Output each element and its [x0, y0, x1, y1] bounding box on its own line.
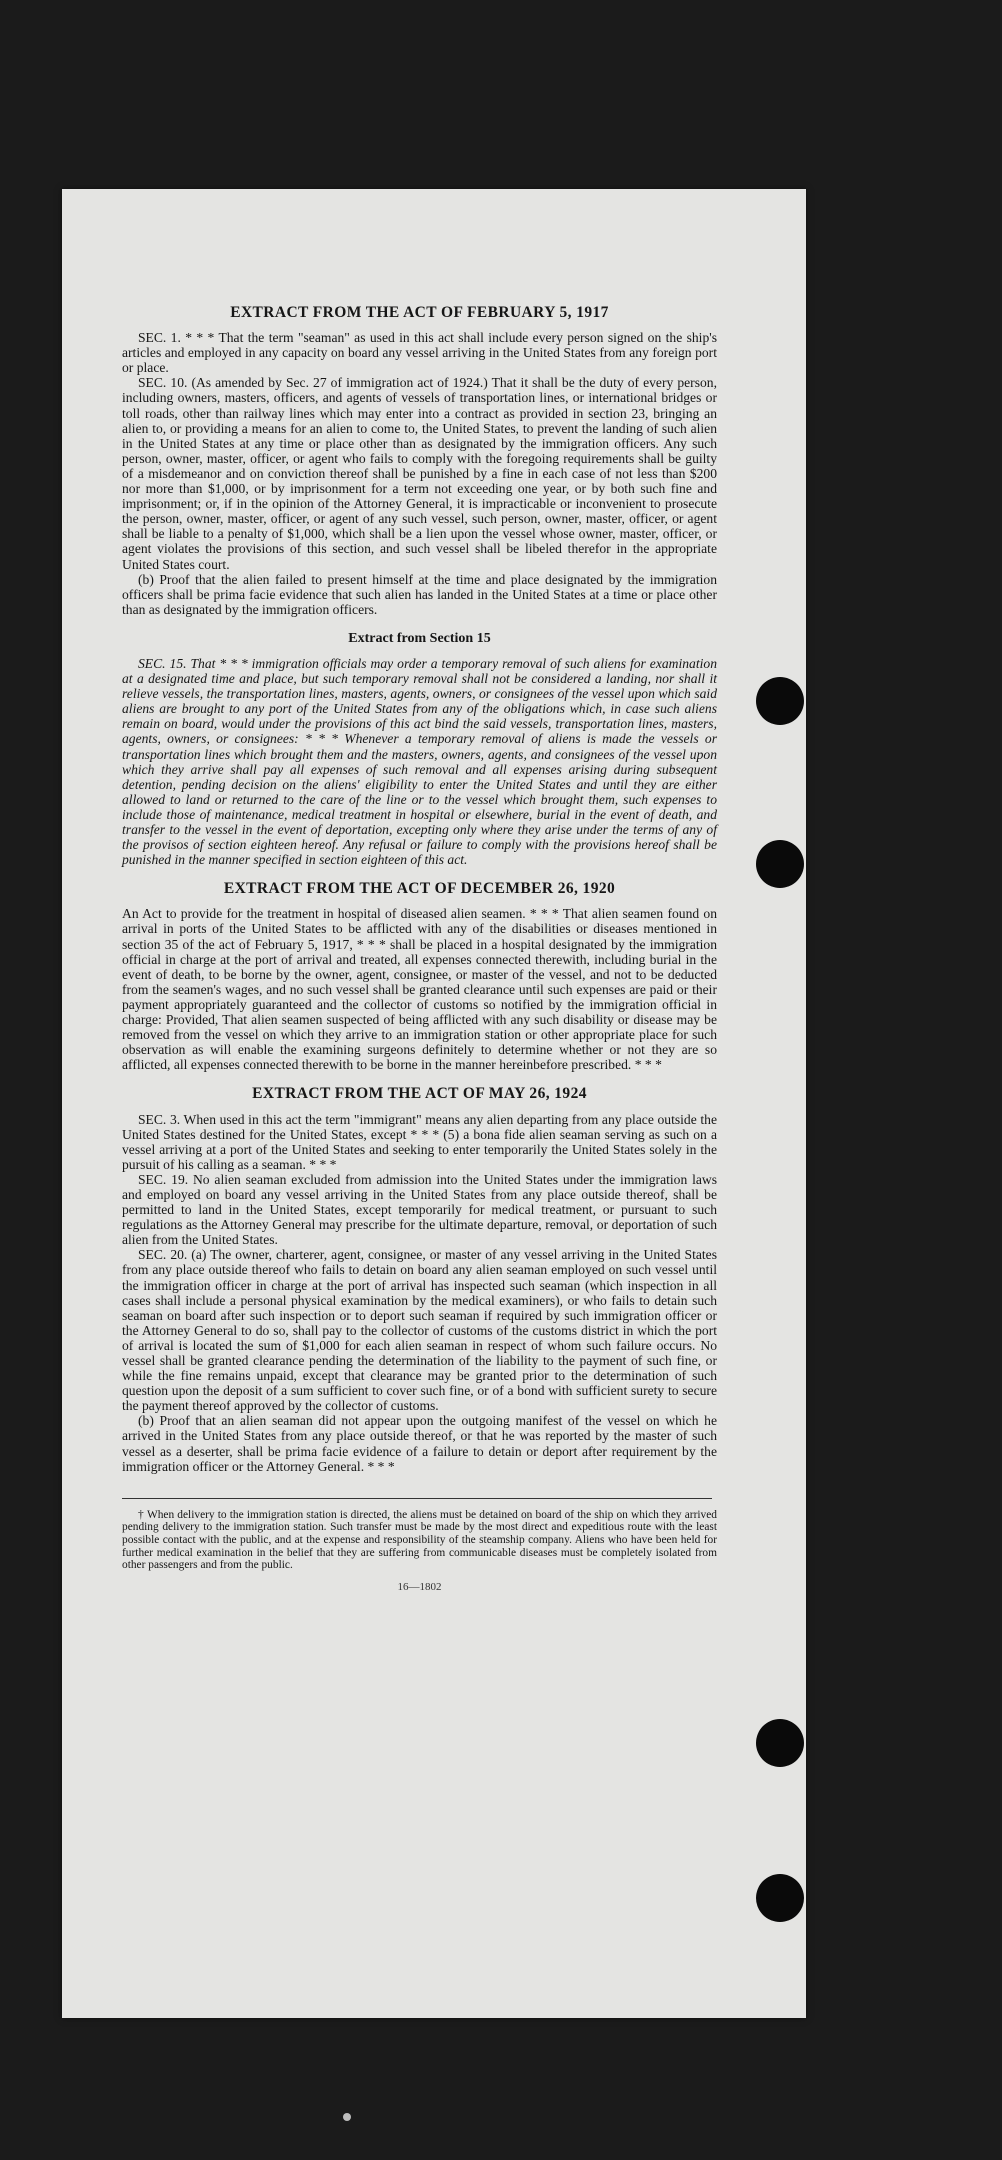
footnote-divider: [122, 1498, 712, 1499]
page-number: 16—1802: [397, 1580, 442, 1593]
punch-hole: [756, 840, 804, 888]
act-1917-heading: EXTRACT FROM THE ACT OF FEBRUARY 5, 1917: [230, 304, 609, 321]
document-body: [122, 305, 717, 1595]
punch-hole: [756, 1719, 804, 1767]
act-1917-section: [122, 305, 717, 617]
scan-speck: [343, 2113, 351, 2121]
sec-3-paragraph: SEC. 3. When used in this act the term "immigrant" means any alien departing from any place outside the United States destined for the United States, except * * * (5) a bona fide alien seaman serving as such on a vessel arriving at a port of the United States and seeking to enter temporarily the United States solely in the pursuit of his calling as a seaman. * * *: [122, 1111, 717, 1172]
sec-10-paragraph: SEC. 10. (As amended by Sec. 27 of immigration act of 1924.) That it shall be the duty of every person, including owners, masters, officers, and agents of vessels of transportation lines, or international bridges or toll roads, other than railway lines which may enter into a contract as provided in section 23, bringing an alien to, or providing a means for an alien to come to, the United States, to prevent the landing of such alien in the United States at any time or place other than as designated by the immigration officers. Any such person, owner, master, officer, or agent who fails to comply with the foregoing requirements shall be guilty of a misdemeanor and on conviction thereof shall be punished by a fine in each case of not less than $200 nor more than $1,000, or by imprisonment for a term not exceeding one year, or by both such fine and imprisonment; or, if in the opinion of the Attorney General, it is impracticable or inconvenient to prosecute the person, owner, master, officer, or agent of any such vessel, such person, owner, master, officer, or agent shall be liable to a penalty of $1,000, which shall be a lien upon the vessel whose owner, master, officer, or agent violates the provisions of this section, and such vessel shall be libeled therefor in the appropriate United States court.: [122, 375, 717, 572]
footnote: † When delivery to the immigration station is directed, the aliens must be detained on board of the ship on which they arrived pending delivery to the immigration station. Such transfer must be made by the most direct and expeditious route with the least possible contact with the public, and at the expense and responsibility of the steamship company. Aliens who have been held for further medical examination in the belief that they are suffering from communicable diseases must be completely isolated from other passengers and from the public.: [122, 1508, 717, 1572]
sec-20a-paragraph: SEC. 20. (a) The owner, charterer, agent, consignee, or master of any vessel arriving in the United States from any place outside thereof who fails to detain on board any alien seaman employed on such vessel until the immigration officer in charge at the port of arrival has inspected such seaman (which inspection in all cases shall include a personal physical examination by the medical examiners), or who fails to detain such seaman on board after such inspection or to deport such seaman if required by such immigration officer or the Attorney General to do so, shall pay to the collector of customs of the customs district in which the port of arrival is located the sum of $1,000 for each alien seaman in respect of whom such failure occurs. No vessel shall be granted clearance pending the determination of the liability to the payment of such fine, or while the fine remains unpaid, except that clearance may be granted prior to the determination of such question upon the deposit of a sum sufficient to cover such fine, or of a bond with sufficient surety to secure the payment thereof approved by the collector of customs.: [122, 1247, 717, 1414]
sec-20b-paragraph: (b) Proof that an alien seaman did not appear upon the outgoing manifest of the vessel on which he arrived in the United States from any place outside thereof, or that he was reported by the master of such vessel as a deserter, shall be prima facie evidence of a failure to detain or deport after requirement by the immigration officer or the Attorney General. * * *: [122, 1413, 717, 1474]
punch-hole: [756, 1874, 804, 1922]
act-1920-section: [122, 881, 717, 1072]
act-1924-heading: EXTRACT FROM THE ACT OF MAY 26, 1924: [252, 1085, 587, 1103]
act-1924-section: [122, 1086, 717, 1473]
document-page: [62, 189, 806, 2018]
sec-15-paragraph: SEC. 15. That * * * immigration officials may order a temporary removal of such aliens for examination at a designated time and place, but such temporary removal shall not be considered a landing, nor shall it relieve vessels, the transportation lines, masters, agents, owners, or consignees of the vessel upon which said aliens are brought to any port of the United States from any of the obligations which, in case such aliens remain on board, would under the provisions of this act bind the said vessels, transportation lines, masters, agents, owners, or consignees: * * * Whenever a temporary removal of aliens is made the vessels or transportation lines which brought them and the masters, owners, agents, and consignees of the vessel upon which they arrive shall pay all expenses of such removal and all expenses arising during subsequent detention, pending decision on the aliens' eligibility to enter the United States and until they are either allowed to land or returned to the care of the line or to the vessel which brought them, such expenses to include those of maintenance, medical treatment in hospital or elsewhere, burial in the event of death, and transfer to the vessel in the event of deportation, excepting only where they arise under the terms of any of the provisos of section eighteen hereof. Any refusal or failure to comply with the provisions hereof shall be punished in the manner specified in section eighteen of this act.: [122, 655, 717, 868]
act-1920-heading: EXTRACT FROM THE ACT OF DECEMBER 26, 1920: [223, 880, 616, 898]
sec-1-paragraph: SEC. 1. * * * That the term "seaman" as used in this act shall include every person signed on the ship's articles and employed in any capacity on board any vessel arriving in the United States from any foreign port or place.: [122, 330, 717, 376]
sec-10b-paragraph: (b) Proof that the alien failed to present himself at the time and place designated by the immigration officers shall be prima facie evidence that such alien has landed in the United States at a time or place other than as designated by the immigration officers.: [122, 571, 717, 617]
sec-19-paragraph: SEC. 19. No alien seaman excluded from admission into the United States under the immigration laws and employed on board any vessel arriving in the United States from any place outside thereof, shall be permitted to land in the United States, except temporarily for medical treatment, or pursuant to such regulations as the Attorney General may prescribe for the ultimate departure, removal, or deportation of such alien from the United States.: [122, 1171, 717, 1248]
punch-hole: [756, 677, 804, 725]
section-15-extract: [122, 631, 717, 867]
act-1920-paragraph: An Act to provide for the treatment in hospital of diseased alien seamen. * * * That alien seamen found on arrival in ports of the United States to be afflicted with any of the disabilities or diseases mentioned in section 35 of the act of February 5, 1917, * * * shall be placed in a hospital designated by the immigration official in charge at the port of arrival and treated, all expenses connected therewith, including burial in the event of death, to be borne by the owner, agent, consignee, or master of the vessel, and not to be deducted from the seamen's wages, and no such vessel shall be granted clearance until such expenses are paid or their payment appropriately guaranteed and the collector of customs so notified by the immigration official in charge: Provided, That alien seamen suspected of being afflicted with any such disability or disease may be removed from the vessel on which they arrive to an immigration station or other appropriate place for such observation as will enable the examining surgeons definitely to determine whether or not they are so afflicted, all expenses connected therewith to be borne in the manner hereinbefore prescribed. * * *: [122, 906, 717, 1073]
section-15-heading: Extract from Section 15: [348, 630, 491, 646]
